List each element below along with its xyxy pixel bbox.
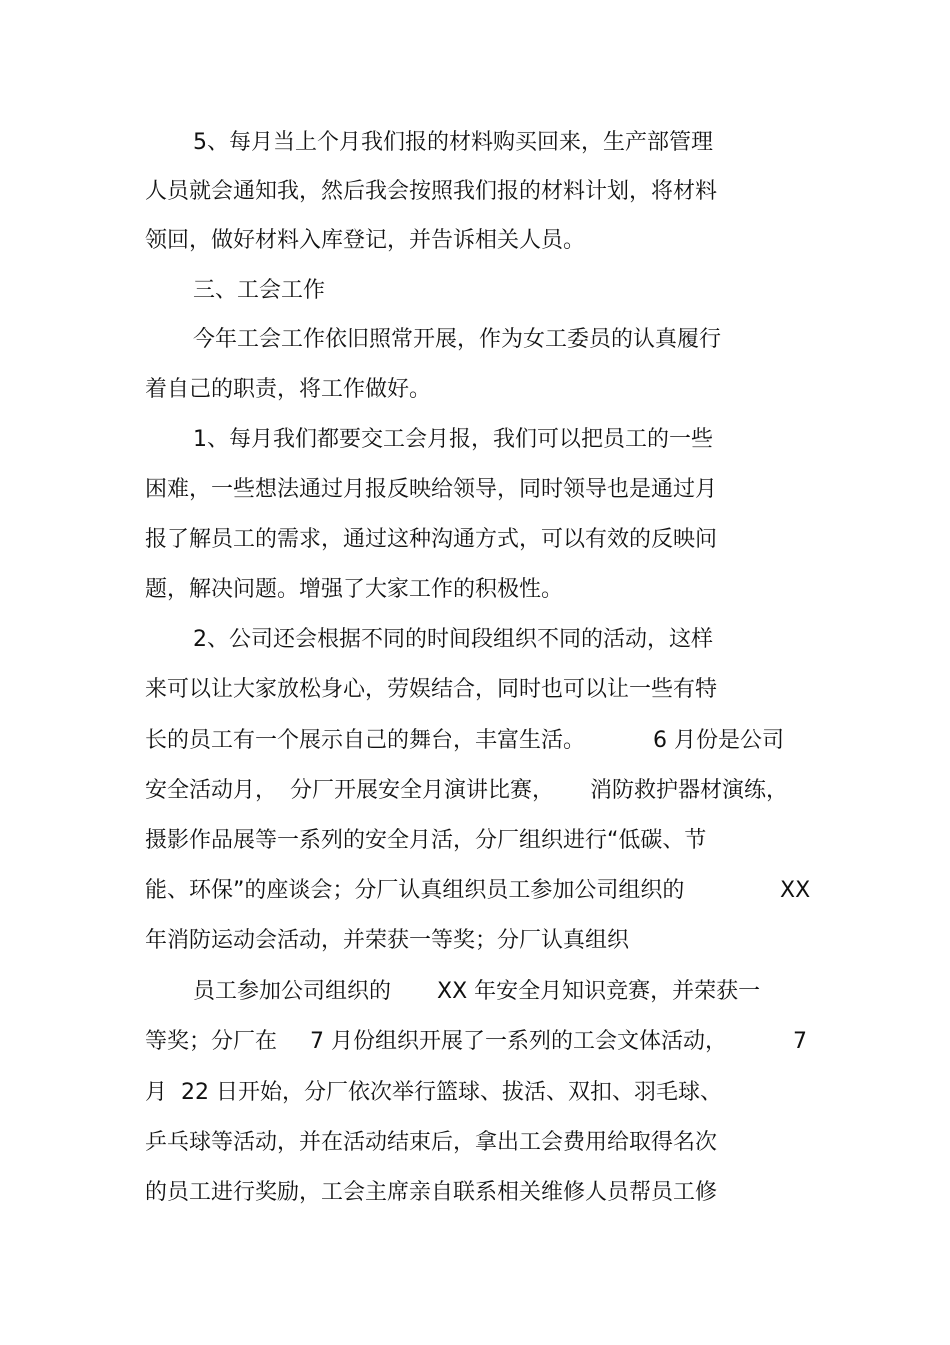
line-segment: 7 月份组织开展了一系列的工会文体活动，: [310, 1029, 727, 1054]
line-segment: 消防救护器材演练，: [590, 778, 789, 803]
line-segment: 22 日开始，分厂依次举行篮球、拔活、双扣、羽毛球、: [181, 1080, 722, 1105]
paragraph-line: 人员就会通知我，然后我会按照我们报的材料计划，将材料: [145, 179, 718, 204]
paragraph-line: 年消防运动会活动，并荣获一等奖；分厂认真组织: [145, 928, 630, 953]
paragraph-line: 5、每月当上个月我们报的材料购买回来，生产部管理: [193, 130, 713, 155]
paragraph-line: 来可以让大家放松身心，劳娱结合，同时也可以让一些有特: [145, 677, 718, 702]
paragraph-line: 的员工进行奖励，工会主席亲自联系相关维修人员帮员工修: [145, 1180, 718, 1205]
line-segment: 分厂开展安全月演讲比赛，: [290, 778, 555, 803]
line-segment: XX 年安全月知识竞赛，并荣获一: [437, 979, 761, 1004]
paragraph-line: 报了解员工的需求，通过这种沟通方式，可以有效的反映问: [145, 527, 718, 552]
paragraph-line: 题，解决问题。增强了大家工作的积极性。: [145, 577, 564, 602]
paragraph-line: 1、每月我们都要交工会月报，我们可以把员工的一些: [193, 427, 713, 452]
line-segment: 等奖；分厂在: [145, 1029, 278, 1054]
line-segment: 员工参加公司组织的: [193, 979, 392, 1004]
paragraph-line: 摄影作品展等一系列的安全月活，分厂组织进行“低碳、节: [145, 828, 707, 853]
paragraph-line: 今年工会工作依旧照常开展，作为女工委员的认真履行: [193, 327, 722, 352]
line-segment: 7: [793, 1029, 807, 1054]
section-heading: 三、工会工作: [193, 278, 326, 303]
line-segment: 月: [145, 1080, 168, 1105]
line-segment: 长的员工有一个展示自己的舞台，丰富生活。: [145, 728, 586, 753]
line-segment: 6 月份是公司: [653, 728, 784, 753]
paragraph-line: 领回，做好材料入库登记，并告诉相关人员。: [145, 228, 586, 253]
line-segment: XX: [780, 878, 811, 903]
line-segment: 安全活动月，: [145, 778, 278, 803]
paragraph-line: 着自己的职责，将工作做好。: [145, 377, 432, 402]
paragraph-line: 困难，一些想法通过月报反映给领导，同时领导也是通过月: [145, 477, 718, 502]
paragraph-line: 2、公司还会根据不同的时间段组织不同的活动，这样: [193, 627, 713, 652]
paragraph-line: 乒乓球等活动，并在活动结束后，拿出工会费用给取得名次: [145, 1130, 718, 1155]
line-segment: 能、环保”的座谈会；分厂认真组织员工参加公司组织的: [145, 878, 685, 903]
